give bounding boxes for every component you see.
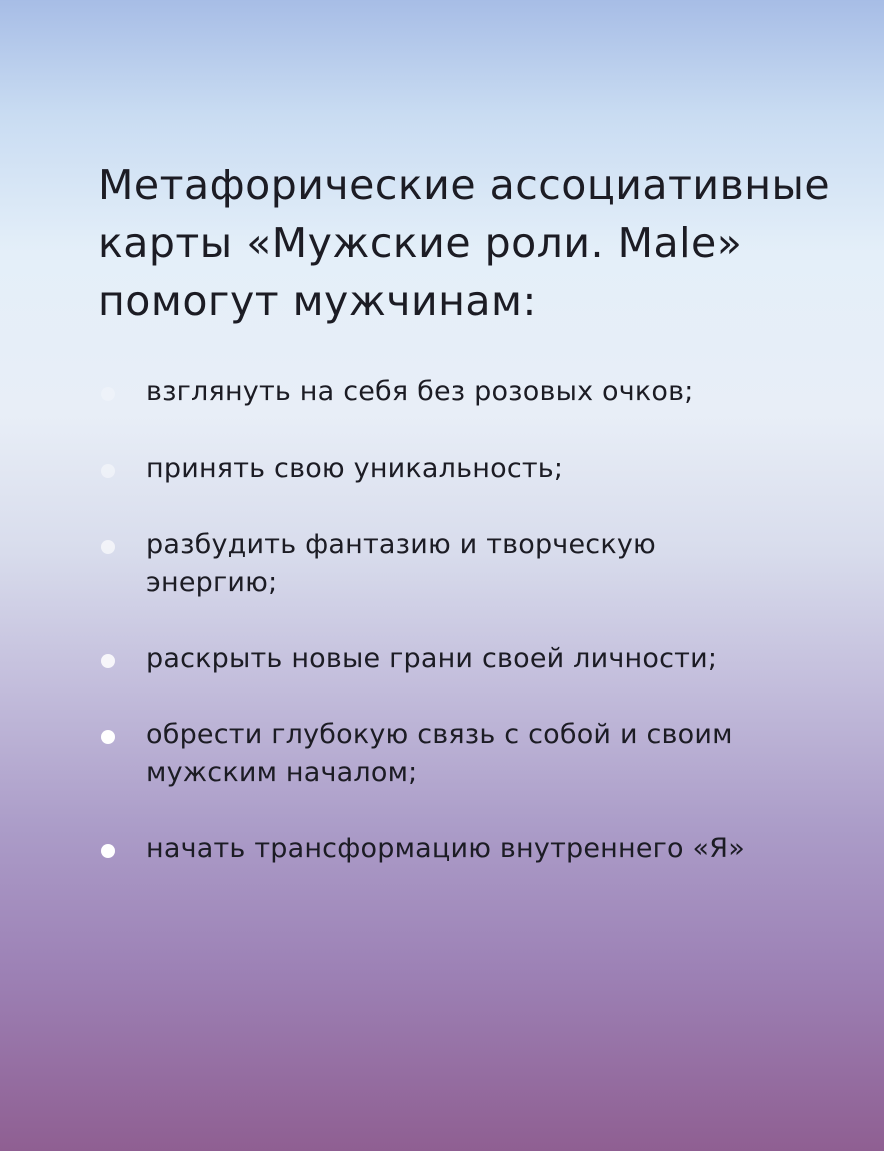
list-item xyxy=(146,373,826,411)
list-item xyxy=(146,640,826,678)
bullet-icon xyxy=(101,654,115,668)
list-item xyxy=(146,830,826,868)
bullet-icon xyxy=(101,387,115,401)
bullet-icon xyxy=(101,730,115,744)
list-item-text: начать трансформацию внутреннего «Я» xyxy=(146,833,745,864)
bullet-icon xyxy=(101,464,115,478)
title-line: помогут мужчинам: xyxy=(98,277,537,325)
page-title xyxy=(98,156,838,330)
list-item-text: взглянуть на себя без розовых очков; xyxy=(146,376,694,407)
list-item-text: обрести глубокую связь с собой и своим xyxy=(146,719,733,750)
list-item xyxy=(146,716,826,792)
bullet-icon xyxy=(101,540,115,554)
title-line: Метафорические ассоциативные xyxy=(98,161,831,209)
list-item xyxy=(146,526,826,602)
list-item xyxy=(146,450,826,488)
title-line: карты «Мужские роли. Male» xyxy=(98,219,743,267)
list-item-text: принять свою уникальность; xyxy=(146,453,564,484)
list-item-text: мужским началом; xyxy=(146,757,418,788)
list-item-text: энергию; xyxy=(146,567,278,598)
list-item-text: разбудить фантазию и творческую xyxy=(146,529,656,560)
bullet-icon xyxy=(101,844,115,858)
list-item-text: раскрыть новые грани своей личности; xyxy=(146,643,718,674)
